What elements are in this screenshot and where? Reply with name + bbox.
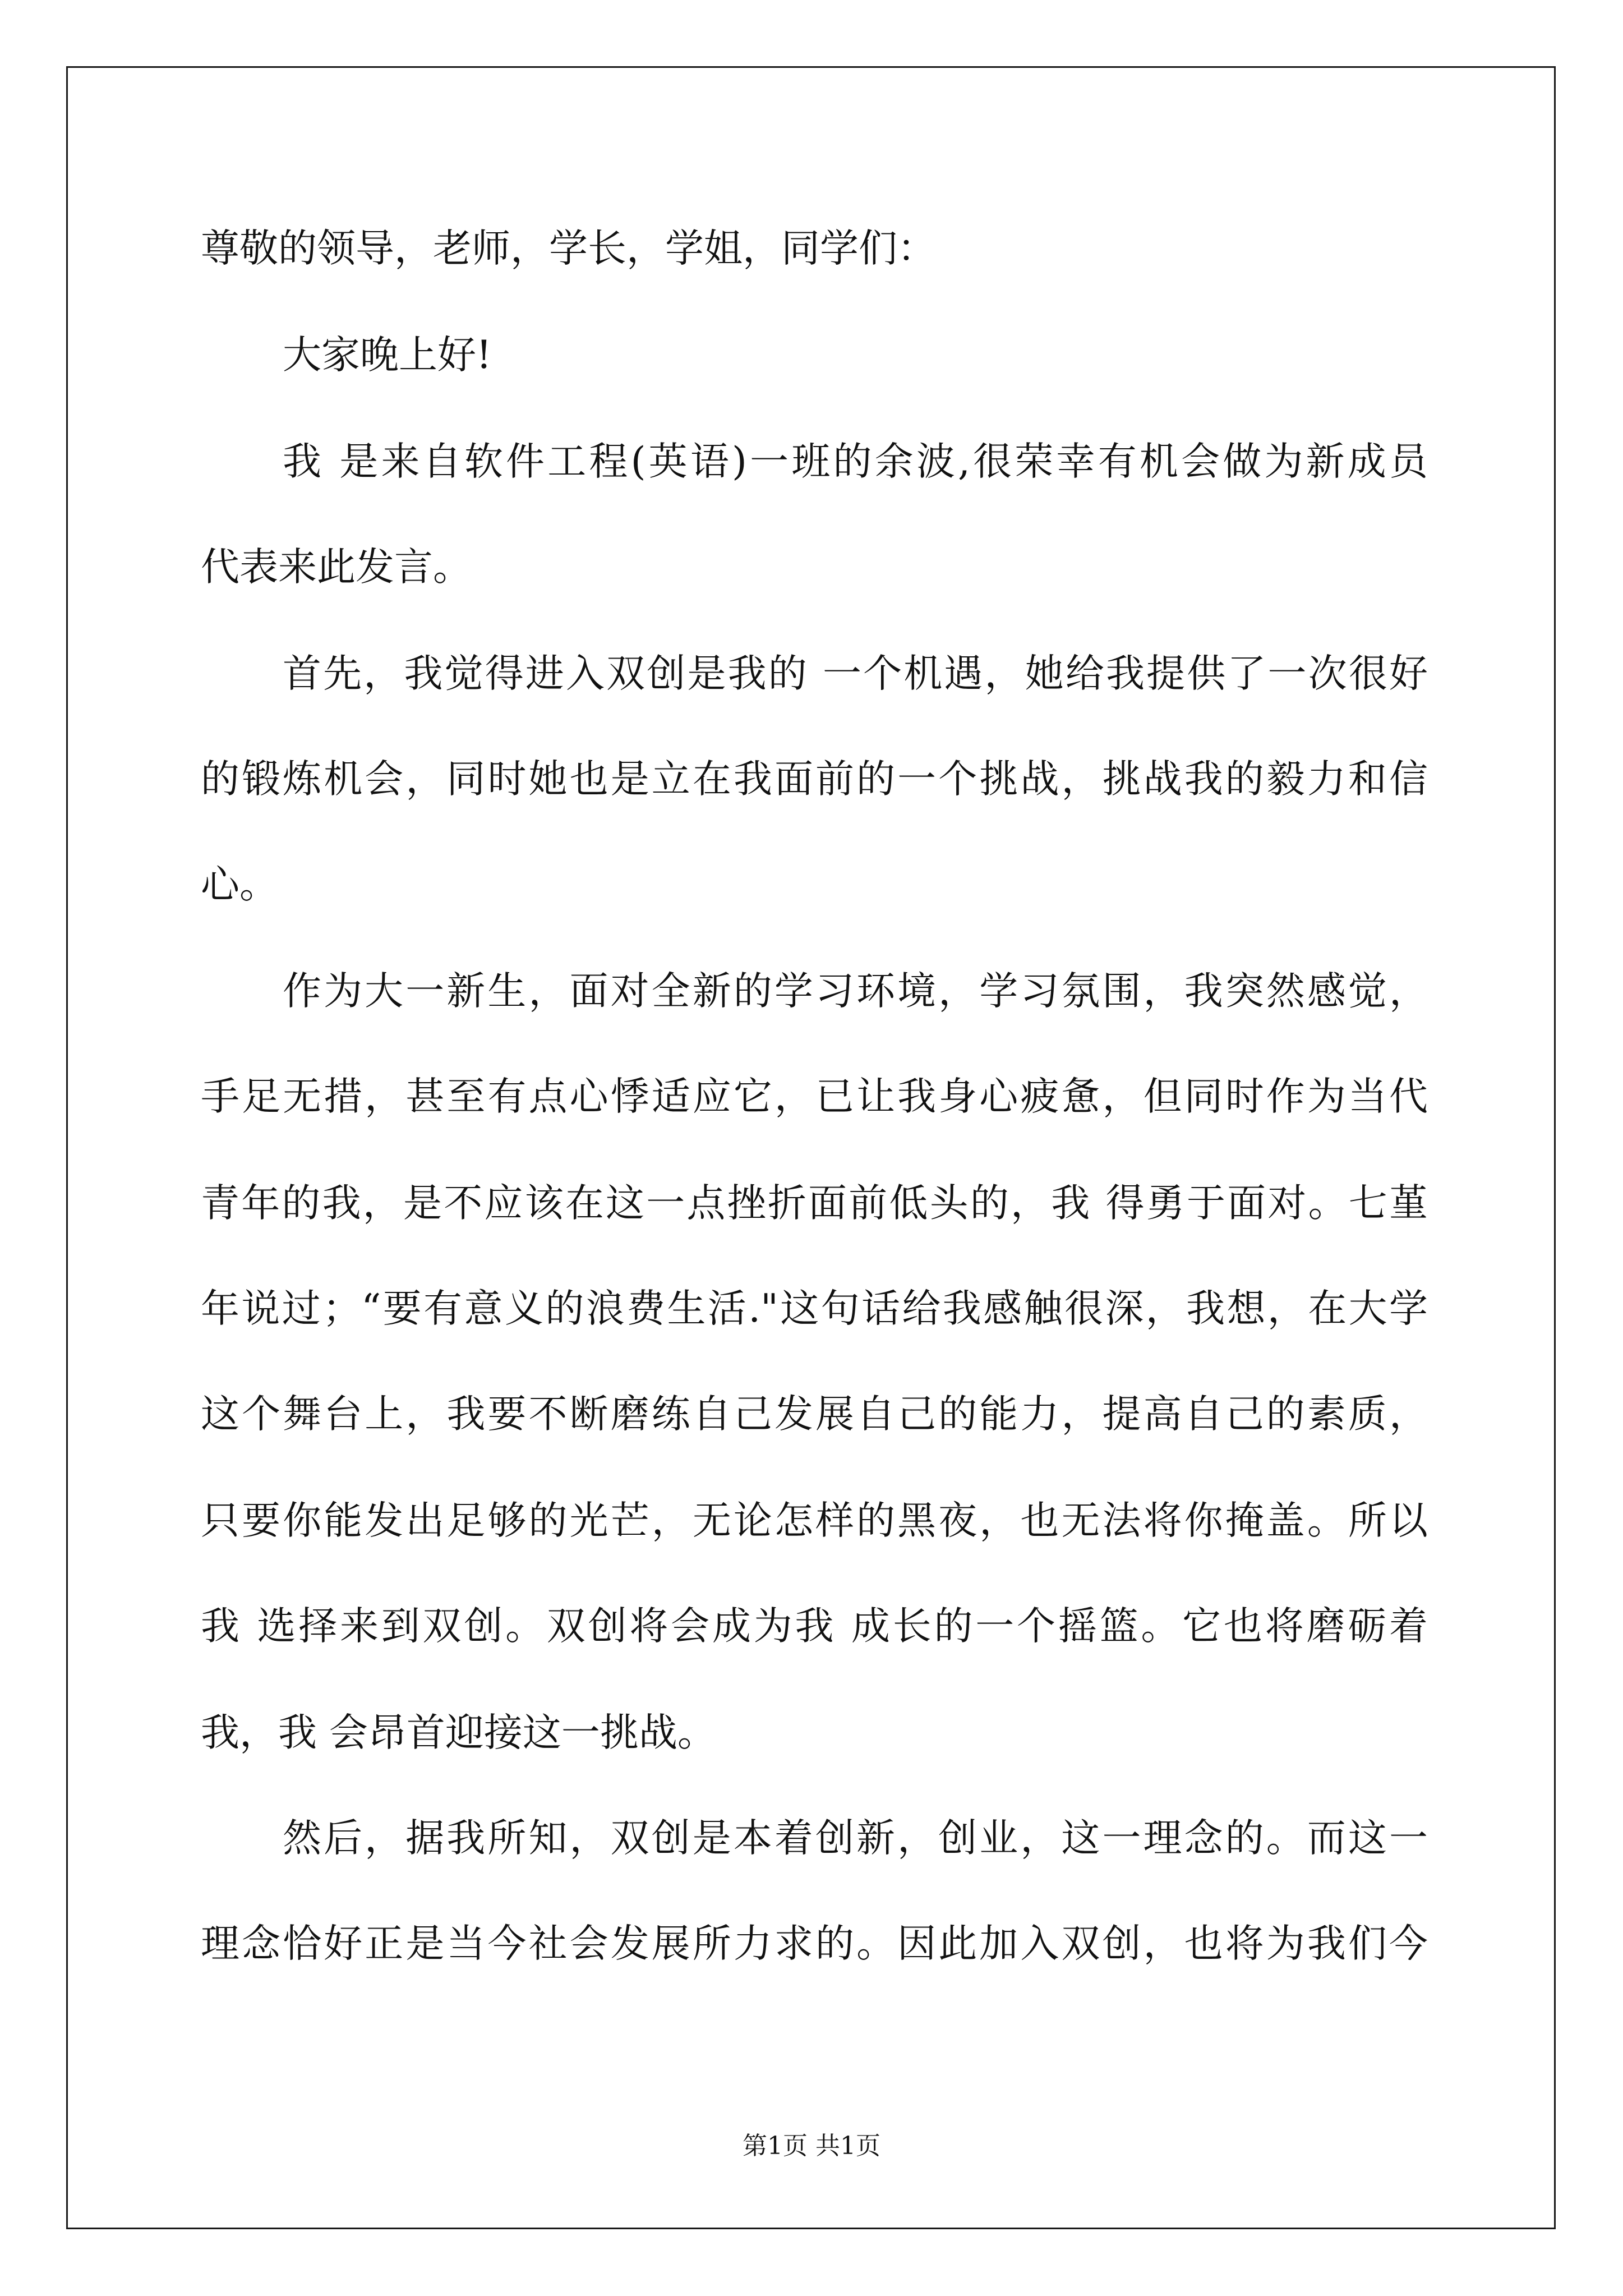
paragraph-3-line-3: 青年的我，是不应该在这一点挫折面前低头的，我 得勇于面对。七堇 bbox=[201, 1181, 1428, 1226]
paragraph-2-line-2: 的锻炼机会，同时她也是立在我面前的一个挑战，挑战我的毅力和信 bbox=[201, 757, 1428, 802]
paragraph-4-line-1: 然后，据我所知，双创是本着创新，创业，这一理念的。而这一 bbox=[283, 1816, 1428, 1861]
greeting-line: 大家晚上好! bbox=[283, 333, 492, 378]
paragraph-2-line-1: 首先，我觉得进入双创是我的 一个机遇，她给我提供了一次很好 bbox=[283, 651, 1428, 696]
page-number-footer: 第1页 共1页 bbox=[743, 2132, 880, 2160]
paragraph-3-line-4: 年说过；“要有意义的浪费生活."这句话给我感触很深，我想，在大学 bbox=[201, 1286, 1428, 1331]
page-border bbox=[66, 66, 1556, 2229]
paragraph-3-line-6: 只要你能发出足够的光芒，无论怎样的黑夜，也无法将你掩盖。所以 bbox=[201, 1498, 1428, 1543]
paragraph-3-line-5: 这个舞台上，我要不断磨练自己发展自己的能力，提高自己的素质， bbox=[201, 1392, 1428, 1437]
paragraph-3-line-7: 我 选择来到双创。双创将会成为我 成长的一个摇篮。它也将磨砺着 bbox=[201, 1604, 1428, 1649]
salutation-line: 尊敬的领导，老师，学长，学姐，同学们： bbox=[201, 226, 936, 271]
paragraph-3-line-2: 手足无措，甚至有点心悸适应它，已让我身心疲惫，但同时作为当代 bbox=[201, 1074, 1428, 1119]
paragraph-3-line-1: 作为大一新生，面对全新的学习环境，学习氛围，我突然感觉， bbox=[283, 969, 1428, 1014]
paragraph-4-line-2: 理念恰好正是当今社会发展所力求的。因此加入双创，也将为我们今 bbox=[201, 1921, 1428, 1966]
paragraph-3-line-8: 我，我 会昂首迎接这一挑战。 bbox=[201, 1710, 716, 1755]
paragraph-1-line-2: 代表来此发言。 bbox=[201, 545, 472, 590]
paragraph-2-line-3: 心。 bbox=[201, 862, 278, 907]
paragraph-1-line-1: 我 是来自软件工程(英语)一班的余波,很荣幸有机会做为新成员 bbox=[283, 439, 1428, 484]
